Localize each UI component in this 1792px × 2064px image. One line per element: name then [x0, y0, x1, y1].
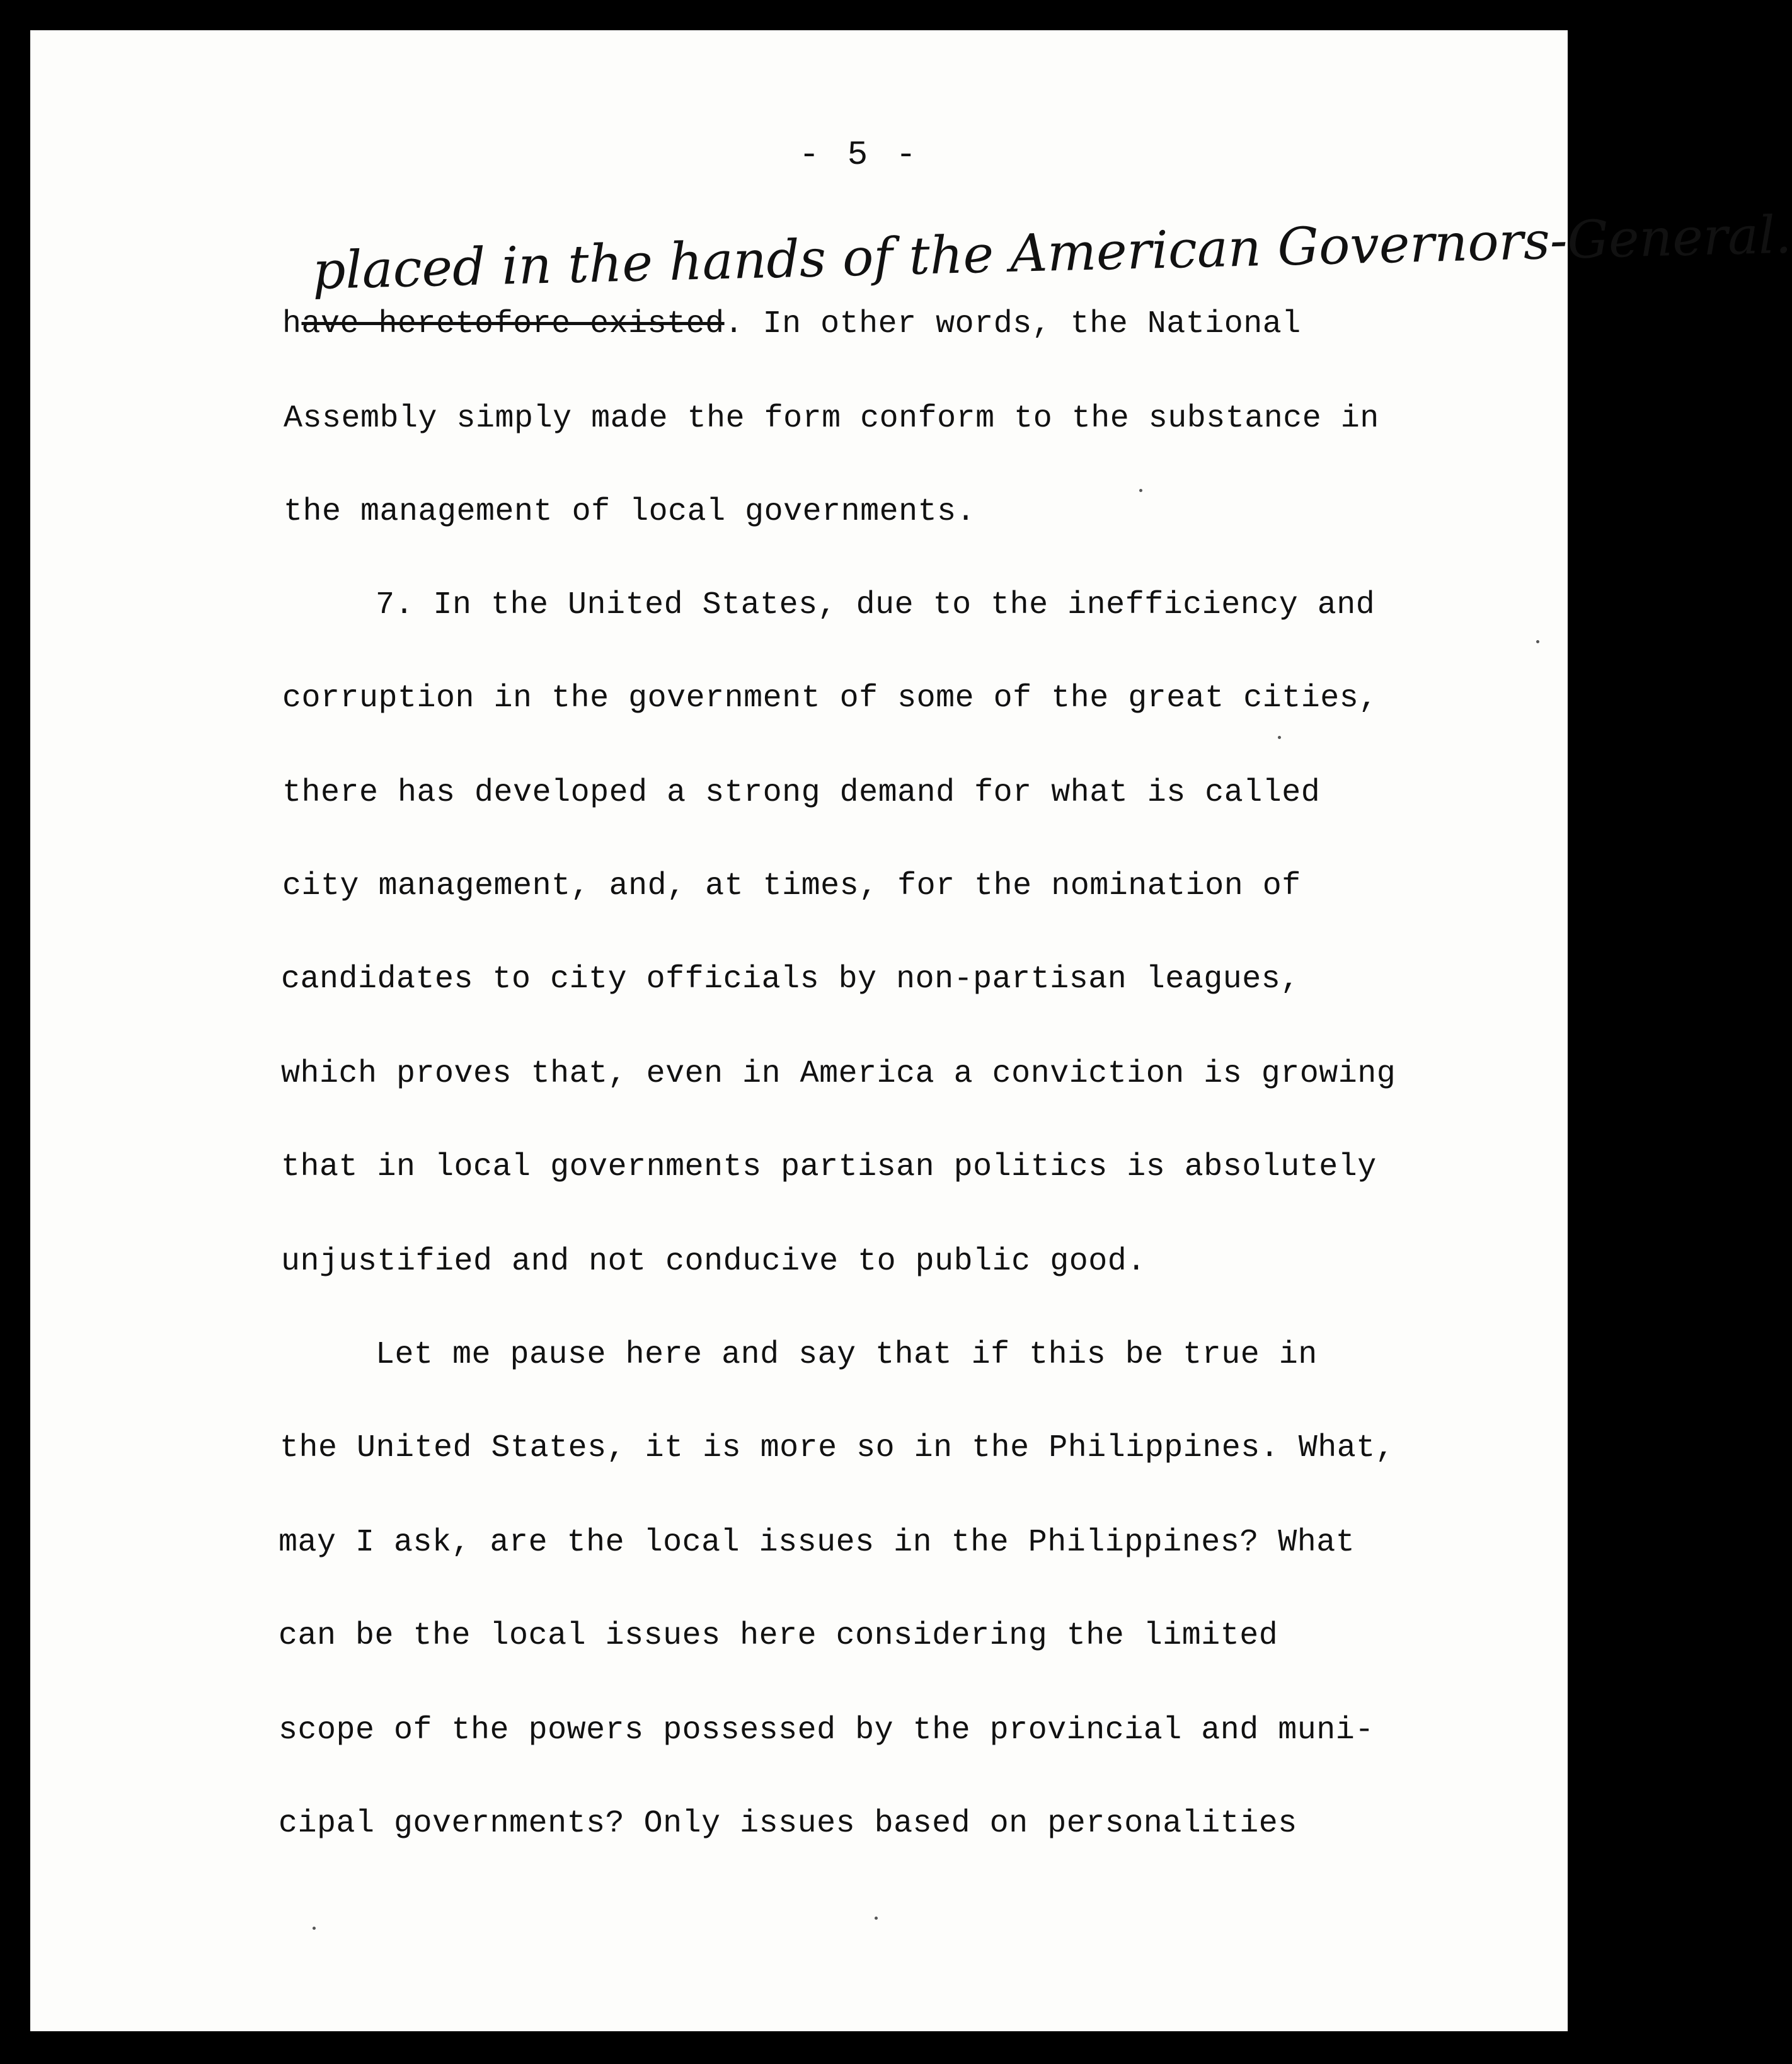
text-line-13: the United States, it is more so in the Philippines. What, [280, 1430, 1395, 1466]
struck-text: ave heretofore existed [301, 306, 725, 342]
text-line-15: can be the local issues here considering the limited [279, 1618, 1278, 1654]
scan-speck [313, 1927, 316, 1930]
text-line-2: Assembly simply made the form conform to the substance in [284, 401, 1379, 437]
page-number: - 5 - [799, 136, 921, 175]
text-line-4: 7. In the United States, due to the inefficiency and [376, 587, 1376, 623]
text-line-7: city management, and, at times, for the nomination of [282, 868, 1301, 904]
scan-speck [875, 1917, 878, 1920]
document-page [30, 30, 1792, 2031]
text-line-11: unjustified and not conducive to public good. [281, 1244, 1146, 1280]
text-line-12: Let me pause here and say that if this be true in [376, 1337, 1318, 1373]
scan-speck [1278, 736, 1281, 739]
text-line-17: cipal governments? Only issues based on personalities [279, 1806, 1297, 1842]
scan-speck [1536, 640, 1539, 643]
text-line-3: the management of local governments. [284, 494, 976, 530]
handwritten-insertion: placed in the hands of the American Governors-General. [311, 205, 1792, 301]
text-line-16: scope of the powers possessed by the provincial and muni- [279, 1712, 1374, 1748]
line-prefix: h [282, 306, 302, 342]
line-rest: . In other words, the National [724, 306, 1301, 342]
scan-speck [1139, 489, 1142, 492]
text-line-14: may I ask, are the local issues in the Philippines? What [279, 1525, 1355, 1561]
text-line-6: there has developed a strong demand for what is called [282, 775, 1321, 811]
text-line-10: that in local governments partisan politics is absolutely [281, 1149, 1377, 1185]
text-line-5: corruption in the government of some of the great cities, [282, 680, 1378, 716]
text-line-8: candidates to city officials by non-partisan leagues, [281, 961, 1300, 997]
text-line-1 [282, 306, 1301, 342]
text-line-9: which proves that, even in America a conviction is growing [281, 1056, 1396, 1092]
